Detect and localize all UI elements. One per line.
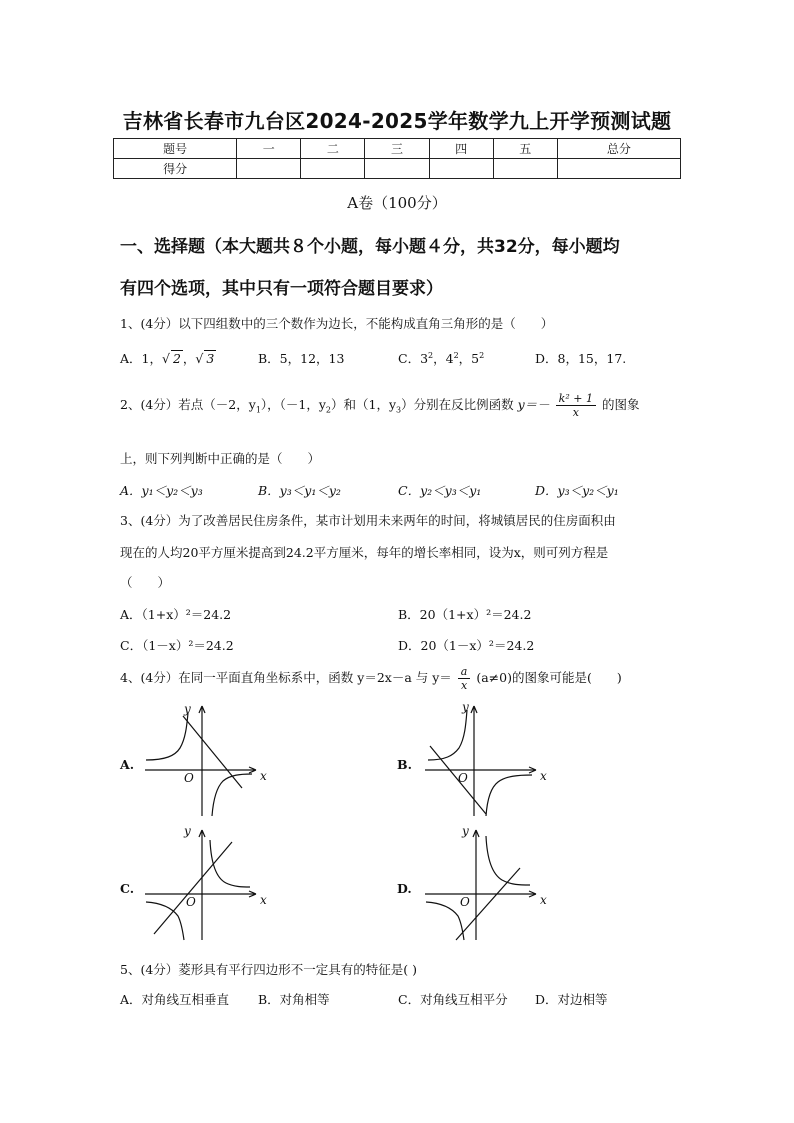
q2-option-b: B．y₃＜y₁＜y₂: [258, 483, 341, 498]
q3-stem-line1: 3、(4分）为了改善居民住房条件，某市计划用未来两年的时间，将城镇居民的住房面积由: [120, 513, 616, 528]
q4-stem: [120, 665, 622, 692]
part1-heading-line1: 一、选择题（本大题共８个小题，每小题４分，共32分，每小题均: [120, 237, 620, 257]
q2-stem-part: ）分别在反比例函数: [401, 397, 514, 412]
q1-option-a-label: A．1，: [120, 351, 162, 366]
q3-option-d: D．20（1－x）²＝24.2: [398, 638, 535, 653]
q1-stem: 1、(4分）以下四组数中的三个数作为边长，不能构成直角三角形的是（ ）: [120, 316, 554, 331]
x-axis-label: x: [540, 893, 547, 907]
q2-fraction: [556, 392, 596, 419]
sqrt-sign: √: [161, 351, 170, 366]
score-header-cell: 五: [493, 139, 557, 159]
y-axis-label: y: [184, 824, 191, 838]
x-axis-label: x: [260, 769, 267, 783]
y-axis-label: y: [462, 700, 469, 714]
section-heading: A卷（100分）: [347, 194, 447, 212]
subscript: 3: [396, 405, 402, 415]
q2-fraction-numerator: k² + 1: [556, 392, 596, 406]
score-row-label: 得分: [114, 159, 237, 179]
q1-option-c-label: C．3: [398, 351, 429, 366]
q4-stem-pre: 4、(4分）在同一平面直角坐标系中，函数 y＝2x－a 与 y＝: [120, 670, 452, 685]
exponent: 2: [479, 350, 485, 360]
subscript: 1: [255, 405, 261, 415]
q1-option-c-mid: ，5: [458, 351, 480, 366]
origin-label: O: [186, 895, 196, 909]
score-header-cell: 四: [429, 139, 493, 159]
subscript: 2: [325, 405, 332, 415]
score-entry-cell[interactable]: [429, 159, 493, 179]
q4-stem-post: (a≠0)的图象可能是( ): [476, 670, 622, 685]
score-entry-cell[interactable]: [237, 159, 301, 179]
q1-option-b: B．5，12，13: [258, 351, 345, 366]
score-table: [113, 138, 681, 179]
q1-radicand-1: 2: [172, 351, 181, 366]
q2-fraction-denominator: x: [572, 406, 579, 419]
q2-stem-post: 的图象: [601, 397, 640, 412]
q1-radicand-2: 3: [206, 351, 215, 366]
score-header-cell: 一: [237, 139, 301, 159]
q2-option-d: D．y₃＜y₂＜y₁: [535, 483, 619, 498]
q2-stem-line2: 上，则下列判断中正确的是（ ）: [120, 451, 321, 466]
x-axis-label: x: [260, 893, 267, 907]
score-entry-cell[interactable]: [365, 159, 429, 179]
q4-graph-d: [420, 822, 550, 944]
score-table-header-row: [114, 139, 681, 159]
q2-stem-pre: 2、(4分）若点（－2，y: [120, 397, 256, 412]
score-table-score-row: [114, 159, 681, 179]
linear-function-line: [154, 842, 232, 934]
y-axis-label: y: [184, 702, 191, 716]
score-header-cell: 总分: [557, 139, 680, 159]
origin-label: O: [460, 895, 470, 909]
score-entry-cell[interactable]: [557, 159, 680, 179]
exponent: 2: [453, 350, 459, 360]
q4-graph-b: [420, 698, 550, 820]
q3-option-b: B．20（1+x）²＝24.2: [398, 607, 532, 622]
hyperbola-branch: [212, 774, 252, 816]
hyperbola-branch: [210, 840, 250, 887]
score-header-cell: 题号: [114, 139, 237, 159]
score-header-cell: 二: [301, 139, 365, 159]
q5-option-c: C．对角线互相平分: [398, 992, 508, 1007]
q4-option-b-label: B.: [397, 757, 412, 772]
origin-label: O: [184, 771, 194, 785]
q3-stem-line2: 现在的人均20平方厘米提高到24.2平方厘米，每年的增长率相同，设为x，则可列方程是: [120, 545, 609, 560]
q5-option-d: D．对边相等: [535, 992, 608, 1007]
score-entry-cell[interactable]: [301, 159, 365, 179]
part1-heading-line2: 有四个选项，其中只有一项符合题目要求）: [120, 279, 443, 299]
exponent: 2: [428, 350, 434, 360]
q5-option-b: B．对角相等: [258, 992, 330, 1007]
origin-label: O: [458, 771, 468, 785]
q1-option-d: D．8，15，17.: [535, 351, 627, 366]
q4-fraction-denominator: x: [460, 679, 468, 692]
q2-stem-part: ），（－1，y: [260, 397, 326, 412]
hyperbola-branch: [486, 775, 532, 816]
q4-option-a-label: A.: [120, 757, 135, 772]
q2-stem-line1: [120, 392, 639, 419]
q1-option-c: [398, 349, 484, 367]
x-axis-label: x: [540, 769, 547, 783]
hyperbola-branch: [428, 710, 467, 760]
q4-graph-a: [140, 698, 270, 820]
q4-option-d-label: D.: [397, 881, 412, 896]
q1-option-a-sep: ，: [182, 351, 196, 366]
score-header-cell: 三: [365, 139, 429, 159]
q4-fraction-numerator: a: [458, 665, 471, 679]
hyperbola-branch: [146, 713, 188, 760]
sqrt-sign: √: [195, 351, 204, 366]
q5-option-a: A．对角线互相垂直: [120, 992, 230, 1007]
q4-option-c-label: C.: [120, 881, 135, 896]
q4-fraction: [458, 665, 471, 692]
q2-function: y＝－: [517, 397, 550, 412]
q3-option-c: C．（1－x）²＝24.2: [120, 638, 234, 653]
q2-option-c: C．y₂＜y₃＜y₁: [398, 483, 482, 498]
linear-function-line: [430, 746, 486, 814]
q2-option-a: A．y₁＜y₂＜y₃: [120, 483, 203, 498]
q3-stem-line3: （ ）: [120, 575, 171, 590]
q3-option-a: A．（1+x）²＝24.2: [120, 607, 232, 622]
y-axis-label: y: [462, 824, 469, 838]
q5-stem: 5、(4分）菱形具有平行四边形不一定具有的特征是( ): [120, 962, 418, 977]
q1-option-c-mid: ，4: [433, 351, 454, 366]
hyperbola-branch: [426, 902, 464, 940]
q2-stem-part: ）和（1，y: [331, 397, 397, 412]
score-entry-cell[interactable]: [493, 159, 557, 179]
exam-title: 吉林省长春市九台区2024-2025学年数学九上开学预测试题: [122, 109, 672, 133]
hyperbola-branch: [486, 836, 530, 885]
q1-option-a: [120, 349, 216, 367]
q4-graph-c: [140, 822, 270, 944]
